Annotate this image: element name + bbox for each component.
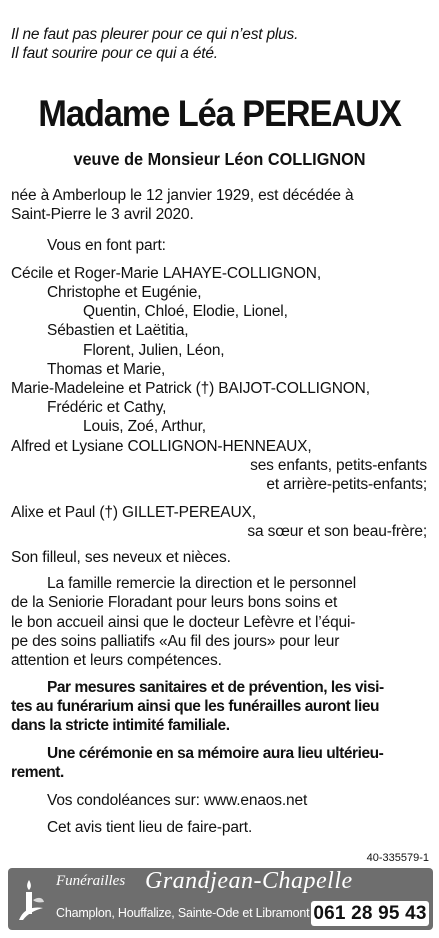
family-line: Quentin, Chloé, Elodie, Lionel, [83, 303, 288, 320]
ceremony-line: rement. [11, 764, 64, 781]
family-line: sa sœur et son beau-frère; [247, 523, 427, 540]
family-line: Son filleul, ses neveux et nièces. [11, 549, 231, 566]
measures-line: tes au funérarium ainsi que les funérailles auront lieu [11, 698, 380, 715]
measures-line: dans la stricte intimité familiale. [11, 717, 230, 734]
ceremony-line: Une cérémonie en sa mémoire aura lieu ultérieu- [47, 745, 384, 762]
funeral-home-prefix: Funérailles [56, 873, 126, 889]
announcement-line-2: Saint-Pierre le 3 avril 2020. [11, 206, 194, 223]
family-line: Alixe et Paul (†) GILLET-PEREAUX, [11, 504, 256, 521]
funeral-home-name: Grandjean-Chapelle [145, 868, 353, 894]
funeral-home-banner [8, 868, 433, 930]
widow-of: veuve de Monsieur Léon COLLIGNON [73, 149, 366, 169]
family-line: Christophe et Eugénie, [47, 284, 202, 301]
family-line: Cécile et Roger-Marie LAHAYE-COLLIGNON, [11, 265, 321, 282]
measures-line: Par mesures sanitaires et de prévention, les visi- [47, 679, 384, 696]
thanks-line: La famille remercie la direction et le personnel [47, 575, 356, 592]
intro-text: Vous en font part: [47, 237, 166, 254]
closing-text: Cet avis tient lieu de faire-part. [47, 819, 253, 836]
thanks-line: de la Seniorie Floradant pour leurs bons soins et [11, 594, 338, 611]
funeral-home-locations: Champlon, Houffalize, Sainte-Ode et Libramont [56, 906, 310, 920]
announcement-line-1: née à Amberloup le 12 janvier 1929, est décédée à [11, 187, 354, 204]
family-line: Marie-Madeleine et Patrick (†) BAIJOT-COLLIGNON, [11, 380, 370, 397]
family-line: Thomas et Marie, [47, 361, 166, 378]
funeral-home-phone: 061 28 95 43 [311, 901, 429, 926]
family-line: Alfred et Lysiane COLLIGNON-HENNEAUX, [11, 438, 312, 455]
thanks-line: le bon accueil ainsi que le docteur Lefèvre et l’équi- [11, 614, 356, 631]
epigraph-line-2: Il faut sourire pour ce qui a été. [11, 45, 218, 62]
family-line: et arrière-petits-enfants; [266, 476, 427, 493]
deceased-name: Madame Léa PEREAUX [38, 93, 401, 134]
family-line: Sébastien et Laëtitia, [47, 322, 189, 339]
thanks-line: pe des soins palliatifs «Au fil des jours» pour leur [11, 633, 340, 650]
candle-leaf-icon [17, 876, 45, 922]
reference-number: 40-335579-1 [366, 852, 429, 864]
family-line: Frédéric et Cathy, [47, 399, 167, 416]
condolences-text: Vos condoléances sur: www.enaos.net [47, 792, 308, 809]
family-line: ses enfants, petits-enfants [250, 457, 427, 474]
epigraph-line-1: Il ne faut pas pleurer pour ce qui n’est plus. [11, 26, 299, 43]
family-line: Louis, Zoé, Arthur, [83, 418, 206, 435]
family-line: Florent, Julien, Léon, [83, 342, 225, 359]
thanks-line: attention et leurs compétences. [11, 652, 222, 669]
